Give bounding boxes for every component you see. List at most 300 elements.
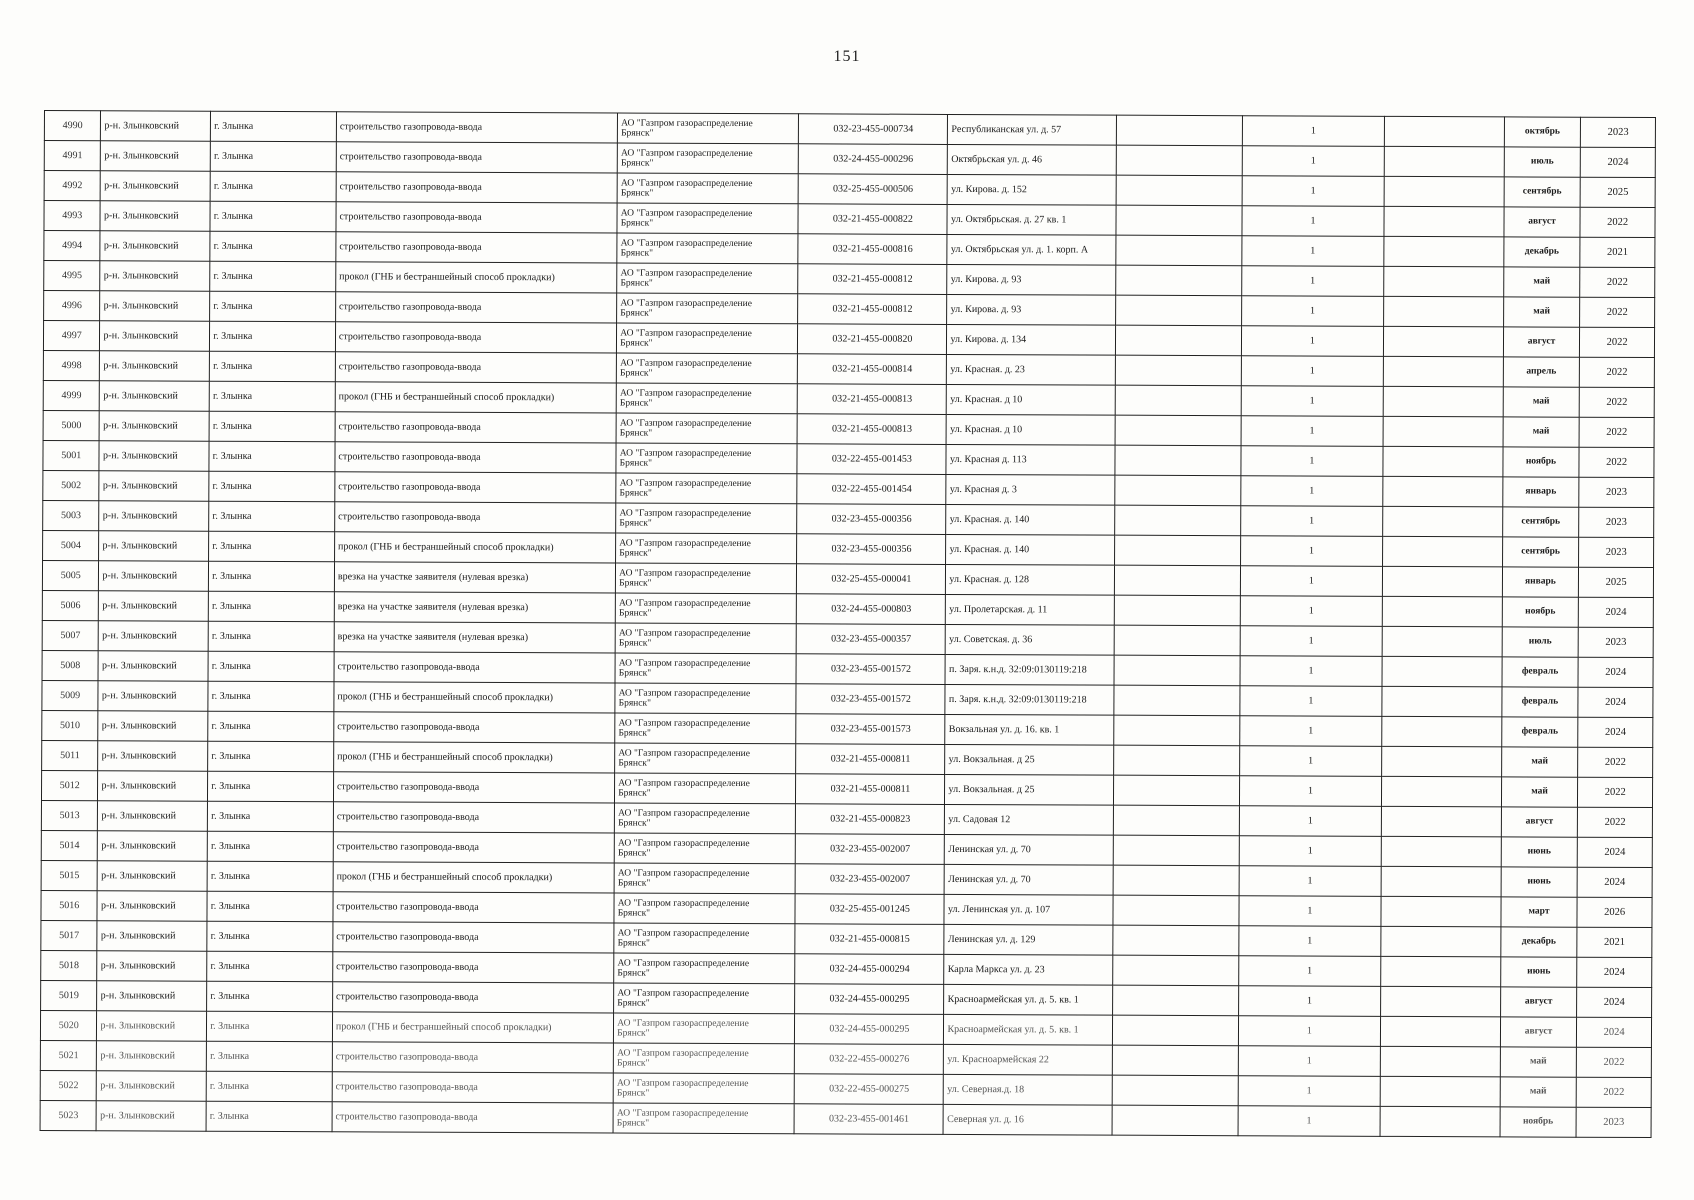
row-number: 5004 (43, 530, 100, 560)
empty-cell (1385, 116, 1504, 147)
quantity-cell: 1 (1239, 716, 1382, 747)
year-cell: 2023 (1579, 477, 1654, 507)
year-cell: 2024 (1578, 717, 1653, 747)
city-cell: г. Злынка (210, 141, 336, 172)
year-cell: 2024 (1579, 597, 1654, 627)
address-cell: ул. Красная. д. 23 (947, 354, 1115, 385)
month-cell: май (1503, 267, 1580, 297)
address-cell: п. Заря. к.н.д. 32:09:0130119:218 (945, 684, 1113, 715)
address-cell: Красноармейская ул. д. 5. кв. 1 (944, 1014, 1112, 1045)
organization-line-1: АО "Газпром газораспределение (620, 298, 752, 310)
city-cell: г. Злынка (210, 261, 336, 292)
row-number: 5002 (43, 470, 100, 500)
year-cell: 2022 (1580, 387, 1655, 417)
empty-cell (1381, 956, 1500, 987)
organization-line-1: АО "Газпром газораспределение (617, 1048, 749, 1060)
empty-cell (1384, 326, 1503, 357)
organization-line-1: АО "Газпром газораспределение (619, 478, 752, 490)
quantity-cell: 1 (1240, 446, 1383, 477)
empty-cell (1113, 955, 1239, 986)
quantity-cell: 1 (1240, 506, 1383, 537)
empty-cell (1383, 596, 1502, 627)
month-cell: январь (1502, 567, 1579, 597)
month-cell: август (1504, 207, 1581, 237)
district-cell: р-н. Злынковский (98, 831, 208, 861)
address-cell: Октябрьская ул. д. 46 (948, 144, 1116, 175)
organization-line-1: АО "Газпром газораспределение (619, 508, 752, 520)
organization-line-2: Брянск" (620, 338, 653, 349)
year-cell: 2021 (1580, 237, 1655, 267)
district-cell: р-н. Злынковский (97, 921, 207, 951)
month-cell: август (1500, 1017, 1577, 1047)
organization-cell (614, 863, 795, 894)
row-number: 4997 (43, 321, 100, 351)
organization-line-2: Брянск" (620, 218, 654, 229)
year-cell: 2023 (1576, 1107, 1651, 1137)
organization-cell (616, 473, 797, 504)
quantity-cell: 1 (1238, 1076, 1381, 1107)
row-number: 5013 (41, 800, 98, 830)
work-type-cell: строительство газопровода-ввода (334, 652, 615, 683)
address-cell: ул. Ленинская ул. д. 107 (944, 894, 1112, 925)
organization-line-1: АО "Газпром газораспределение (616, 1108, 749, 1120)
district-cell: р-н. Злынковский (97, 891, 207, 921)
work-type-cell: прокол (ГНБ и бестраншейный способ прокладки) (333, 862, 614, 893)
month-cell: август (1503, 327, 1580, 357)
row-number: 5019 (41, 980, 98, 1010)
work-type-cell: строительство газопровода-ввода (333, 772, 614, 803)
address-cell: Ленинская ул. д. 70 (945, 864, 1113, 895)
address-cell: ул. Красная. д. 140 (946, 504, 1114, 535)
district-cell: р-н. Злынковский (100, 351, 210, 381)
quantity-cell: 1 (1240, 566, 1383, 597)
empty-cell (1383, 386, 1502, 417)
city-cell: г. Злынка (208, 771, 334, 802)
row-number: 5011 (42, 740, 99, 770)
organization-cell (614, 893, 795, 924)
year-cell: 2022 (1580, 327, 1655, 357)
organization-cell (616, 503, 797, 534)
district-cell: р-н. Злынковский (97, 1071, 207, 1101)
organization-line-2: Брянск" (618, 818, 651, 829)
request-code-cell: 032-23-455-002007 (796, 834, 945, 865)
row-number: 4999 (43, 380, 100, 410)
organization-line-1: АО "Газпром газораспределение (618, 808, 750, 820)
organization-cell (616, 443, 797, 474)
empty-cell (1380, 1106, 1499, 1137)
work-type-cell: строительство газопровода-ввода (332, 1042, 613, 1073)
quantity-cell: 1 (1241, 326, 1384, 357)
organization-cell (614, 833, 795, 864)
work-type-cell: прокол (ГНБ и бестраншейный способ прокладки) (336, 262, 617, 293)
work-type-cell: прокол (ГНБ и бестраншейный способ прокладки) (335, 382, 616, 413)
work-type-cell: строительство газопровода-ввода (333, 922, 614, 953)
organization-line-1: АО "Газпром газораспределение (620, 268, 753, 280)
city-cell: г. Злынка (211, 111, 337, 142)
empty-cell (1115, 445, 1241, 476)
work-type-cell: строительство газопровода-ввода (333, 952, 614, 983)
organization-cell (617, 353, 798, 384)
empty-cell (1112, 1105, 1238, 1136)
row-number: 5008 (42, 650, 99, 680)
quantity-cell: 1 (1242, 206, 1385, 237)
organization-line-2: Брянск" (620, 278, 653, 289)
organization-line-1: АО "Газпром газораспределение (619, 538, 751, 550)
city-cell: г. Злынка (209, 441, 335, 472)
address-cell: ул. Красная д. 3 (946, 474, 1114, 505)
empty-cell (1115, 295, 1241, 326)
row-number: 4991 (44, 141, 101, 171)
row-number: 5006 (42, 590, 99, 620)
empty-cell (1381, 1046, 1500, 1077)
month-cell: май (1503, 417, 1580, 447)
city-cell: г. Злынка (207, 1011, 333, 1042)
request-code-cell: 032-21-455-000820 (798, 324, 947, 355)
district-cell: р-н. Злынковский (97, 1011, 207, 1041)
organization-line-1: АО "Газпром газораспределение (618, 778, 750, 790)
empty-cell (1384, 176, 1503, 207)
quantity-cell: 1 (1238, 1106, 1381, 1137)
empty-cell (1112, 985, 1238, 1016)
empty-cell (1112, 1075, 1238, 1106)
city-cell: г. Злынка (207, 981, 333, 1012)
organization-cell (618, 113, 799, 144)
month-cell: август (1501, 807, 1578, 837)
organization-line-2: Брянск" (619, 488, 652, 499)
request-code-cell: 032-21-455-000814 (798, 354, 947, 385)
empty-cell (1382, 746, 1501, 777)
organization-cell (614, 953, 795, 984)
organization-line-2: Брянск" (620, 158, 654, 169)
row-number: 5016 (41, 890, 98, 920)
city-cell: г. Злынка (209, 471, 335, 502)
organization-cell (615, 683, 796, 714)
request-code-cell: 032-24-455-000295 (795, 1014, 944, 1045)
row-number: 5001 (43, 440, 100, 470)
row-number: 5010 (42, 710, 99, 740)
empty-cell (1382, 776, 1501, 807)
work-type-cell: прокол (ГНБ и бестраншейный способ прокладки) (332, 1012, 613, 1043)
address-cell: ул. Красная д. 113 (946, 444, 1114, 475)
district-cell: р-н. Злынковский (97, 981, 207, 1011)
request-code-cell: 032-21-455-000811 (796, 774, 945, 805)
city-cell: г. Злынка (207, 951, 333, 982)
work-type-cell: строительство газопровода-ввода (336, 202, 617, 233)
district-cell: р-н. Злынковский (98, 711, 208, 741)
organization-line-2: Брянск" (618, 668, 652, 679)
empty-cell (1381, 1016, 1500, 1047)
district-cell: р-н. Злынковский (100, 201, 210, 231)
organization-line-1: АО "Газпром газораспределение (620, 208, 753, 220)
address-cell: ул. Красная. д 10 (947, 414, 1115, 445)
request-code-cell: 032-21-455-000812 (798, 264, 947, 295)
address-cell: ул. Северная.д. 18 (944, 1074, 1112, 1105)
empty-cell (1114, 715, 1240, 746)
city-cell: г. Злынка (209, 411, 335, 442)
district-cell: р-н. Злынковский (101, 171, 211, 201)
work-type-cell: строительство газопровода-ввода (336, 292, 617, 323)
empty-cell (1116, 205, 1242, 236)
city-cell: г. Злынка (208, 801, 334, 832)
organization-line-2: Брянск" (617, 938, 650, 949)
year-cell: 2023 (1581, 117, 1656, 147)
row-number: 4996 (44, 291, 101, 321)
empty-cell (1382, 656, 1501, 687)
year-cell: 2022 (1579, 447, 1654, 477)
organization-line-2: Брянск" (620, 308, 653, 319)
empty-cell (1113, 925, 1239, 956)
month-cell: декабрь (1503, 237, 1580, 267)
row-number: 5000 (43, 410, 100, 440)
district-cell: р-н. Злынковский (97, 951, 207, 981)
empty-cell (1115, 475, 1241, 506)
city-cell: г. Злынка (208, 621, 334, 652)
city-cell: г. Злынка (208, 741, 334, 772)
work-type-cell: строительство газопровода-ввода (333, 802, 614, 833)
city-cell: г. Злынка (207, 891, 333, 922)
organization-line-1: АО "Газпром газораспределение (617, 958, 750, 970)
month-cell: май (1501, 747, 1578, 777)
register-rows (40, 111, 1655, 1138)
empty-cell (1382, 836, 1501, 867)
row-number: 5023 (40, 1100, 97, 1130)
quantity-cell: 1 (1240, 656, 1383, 687)
year-cell: 2024 (1577, 957, 1652, 987)
address-cell: ул. Вокзальная. д 25 (945, 774, 1113, 805)
organization-line-2: Брянск" (620, 188, 654, 199)
empty-cell (1382, 626, 1501, 657)
address-cell: ул. Садовая 12 (945, 804, 1113, 835)
year-cell: 2023 (1578, 627, 1653, 657)
organization-line-2: Брянск" (618, 728, 651, 739)
register-table (40, 110, 1656, 1138)
organization-line-1: АО "Газпром газораспределение (619, 418, 752, 430)
quantity-cell: 1 (1239, 836, 1382, 867)
quantity-cell: 1 (1239, 746, 1382, 777)
row-number: 5020 (40, 1010, 97, 1040)
work-type-cell: строительство газопровода-ввода (333, 892, 614, 923)
year-cell: 2024 (1577, 1017, 1652, 1047)
address-cell: ул. Октябрьская ул. д. 1. корп. А (947, 234, 1115, 265)
organization-line-1: АО "Газпром газораспределение (617, 1018, 749, 1030)
organization-cell (617, 263, 798, 294)
address-cell: п. Заря. к.н.д. 32:09:0130119:218 (945, 654, 1113, 685)
empty-cell (1383, 536, 1502, 567)
request-code-cell: 032-23-455-000357 (796, 624, 945, 655)
year-cell: 2022 (1578, 777, 1653, 807)
month-cell: июнь (1501, 837, 1578, 867)
month-cell: июнь (1501, 867, 1578, 897)
organization-line-1: АО "Газпром газораспределение (618, 628, 751, 640)
month-cell: июль (1504, 147, 1581, 177)
empty-cell (1115, 355, 1241, 386)
work-type-cell: врезка на участке заявителя (нулевая врезка) (334, 622, 615, 653)
empty-cell (1113, 775, 1239, 806)
year-cell: 2024 (1577, 867, 1652, 897)
month-cell: февраль (1502, 687, 1579, 717)
request-code-cell: 032-25-455-000041 (797, 564, 946, 595)
address-cell: ул. Кирова. д. 152 (948, 174, 1116, 205)
year-cell: 2022 (1579, 417, 1654, 447)
empty-cell (1112, 1045, 1238, 1076)
organization-line-1: АО "Газпром газораспределение (620, 238, 753, 250)
row-number: 4998 (43, 350, 100, 380)
organization-cell (616, 533, 797, 564)
month-cell: май (1500, 1077, 1577, 1107)
request-code-cell: 032-21-455-000815 (795, 924, 944, 955)
request-code-cell: 032-25-455-000506 (798, 174, 947, 205)
quantity-cell: 1 (1240, 536, 1383, 567)
organization-cell (615, 743, 796, 774)
organization-line-1: АО "Газпром газораспределение (617, 988, 749, 1000)
organization-cell (617, 323, 798, 354)
empty-cell (1116, 235, 1242, 266)
district-cell: р-н. Злынковский (99, 561, 209, 591)
quantity-cell: 1 (1241, 416, 1384, 447)
empty-cell (1114, 565, 1240, 596)
month-cell: сентябрь (1502, 507, 1579, 537)
organization-line-1: АО "Газпром газораспределение (617, 868, 750, 880)
month-cell: ноябрь (1500, 1107, 1577, 1137)
year-cell: 2022 (1577, 1077, 1652, 1107)
year-cell: 2024 (1577, 987, 1652, 1017)
address-cell: ул. Красная. д. 128 (946, 564, 1114, 595)
empty-cell (1384, 206, 1503, 237)
request-code-cell: 032-21-455-000812 (798, 294, 947, 325)
quantity-cell: 1 (1241, 266, 1384, 297)
work-type-cell: прокол (ГНБ и бестраншейный способ прокладки) (334, 682, 615, 713)
month-cell: сентябрь (1502, 537, 1579, 567)
empty-cell (1115, 325, 1241, 356)
year-cell: 2024 (1578, 837, 1653, 867)
empty-cell (1115, 415, 1241, 446)
quantity-cell: 1 (1242, 146, 1385, 177)
district-cell: р-н. Злынковский (98, 771, 208, 801)
request-code-cell: 032-23-455-001572 (796, 654, 945, 685)
month-cell: апрель (1503, 357, 1580, 387)
empty-cell (1114, 685, 1240, 716)
year-cell: 2022 (1580, 357, 1655, 387)
address-cell: ул. Октябрьская. д. 27 кв. 1 (947, 204, 1115, 235)
month-cell: январь (1502, 477, 1579, 507)
organization-cell (615, 653, 796, 684)
empty-cell (1116, 115, 1242, 146)
organization-line-2: Брянск" (617, 848, 651, 859)
city-cell: г. Злынка (207, 831, 333, 862)
request-code-cell: 032-23-455-001573 (796, 714, 945, 745)
organization-cell (614, 1043, 795, 1074)
address-cell: Республиканская ул. д. 57 (948, 114, 1116, 145)
month-cell: май (1501, 777, 1578, 807)
row-number: 4994 (44, 231, 101, 261)
address-cell: ул. Советская. д. 36 (946, 624, 1114, 655)
request-code-cell: 032-21-455-000813 (797, 414, 946, 445)
city-cell: г. Злынка (210, 171, 336, 202)
empty-cell (1382, 806, 1501, 837)
work-type-cell: прокол (ГНБ и бестраншейный способ прокладки) (334, 532, 615, 563)
year-cell: 2025 (1580, 177, 1655, 207)
organization-line-1: АО "Газпром газораспределение (620, 148, 753, 160)
work-type-cell: прокол (ГНБ и бестраншейный способ прокладки) (334, 742, 615, 773)
organization-cell (615, 593, 796, 624)
empty-cell (1113, 865, 1239, 896)
empty-cell (1113, 895, 1239, 926)
month-cell: май (1503, 297, 1580, 327)
empty-cell (1116, 175, 1242, 206)
empty-cell (1383, 446, 1502, 477)
month-cell: октябрь (1504, 117, 1581, 147)
address-cell: Карла Маркса ул. д. 23 (944, 954, 1112, 985)
organization-cell (616, 413, 797, 444)
empty-cell (1381, 926, 1500, 957)
organization-line-2: Брянск" (618, 788, 651, 799)
city-cell: г. Злынка (208, 651, 334, 682)
organization-line-2: Брянск" (617, 1058, 650, 1069)
row-number: 5005 (42, 560, 99, 590)
request-code-cell: 032-23-455-002007 (795, 864, 944, 895)
district-cell: р-н. Злынковский (100, 261, 210, 291)
work-type-cell: строительство газопровода-ввода (336, 232, 617, 263)
request-code-cell: 032-21-455-000816 (798, 234, 947, 265)
organization-line-1: АО "Газпром газораспределение (618, 718, 751, 730)
organization-line-2: Брянск" (617, 878, 651, 889)
empty-cell (1383, 476, 1502, 507)
row-number: 5021 (40, 1040, 97, 1070)
empty-cell (1381, 866, 1500, 897)
quantity-cell: 1 (1242, 116, 1385, 147)
year-cell: 2024 (1578, 657, 1653, 687)
organization-cell (616, 563, 797, 594)
address-cell: ул. Кирова. д. 93 (947, 294, 1115, 325)
empty-cell (1113, 805, 1239, 836)
month-cell: май (1503, 387, 1580, 417)
organization-cell (615, 773, 796, 804)
work-type-cell: строительство газопровода-ввода (333, 832, 614, 863)
organization-line-2: Брянск" (618, 638, 652, 649)
city-cell: г. Злынка (210, 351, 336, 382)
work-type-cell: строительство газопровода-ввода (335, 442, 616, 473)
district-cell: р-н. Злынковский (99, 501, 209, 531)
district-cell: р-н. Злынковский (97, 1101, 207, 1131)
organization-cell (613, 1103, 794, 1134)
city-cell: г. Злынка (209, 381, 335, 412)
work-type-cell: строительство газопровода-ввода (332, 982, 613, 1013)
district-cell: р-н. Злынковский (98, 801, 208, 831)
request-code-cell: 032-21-455-000822 (798, 204, 947, 235)
empty-cell (1114, 505, 1240, 536)
empty-cell (1114, 535, 1240, 566)
year-cell: 2022 (1577, 1047, 1652, 1077)
organization-line-2: Брянск" (619, 518, 652, 529)
organization-line-2: Брянск" (620, 368, 653, 379)
empty-cell (1384, 356, 1503, 387)
address-cell: ул. Пролетарская. д. 11 (946, 594, 1114, 625)
request-code-cell: 032-22-455-000275 (794, 1074, 943, 1105)
row-number: 4995 (44, 261, 101, 291)
empty-cell (1381, 986, 1500, 1017)
empty-cell (1385, 146, 1504, 177)
work-type-cell: строительство газопровода-ввода (335, 502, 616, 533)
organization-line-1: АО "Газпром газораспределение (616, 1078, 749, 1090)
city-cell: г. Злынка (206, 1071, 332, 1102)
address-cell: Ленинская ул. д. 70 (945, 834, 1113, 865)
organization-cell (617, 203, 798, 234)
organization-line-2: Брянск" (616, 1118, 650, 1129)
organization-cell (614, 983, 795, 1014)
year-cell: 2022 (1580, 207, 1655, 237)
quantity-cell: 1 (1240, 626, 1383, 657)
organization-line-1: АО "Газпром газораспределение (619, 448, 752, 460)
